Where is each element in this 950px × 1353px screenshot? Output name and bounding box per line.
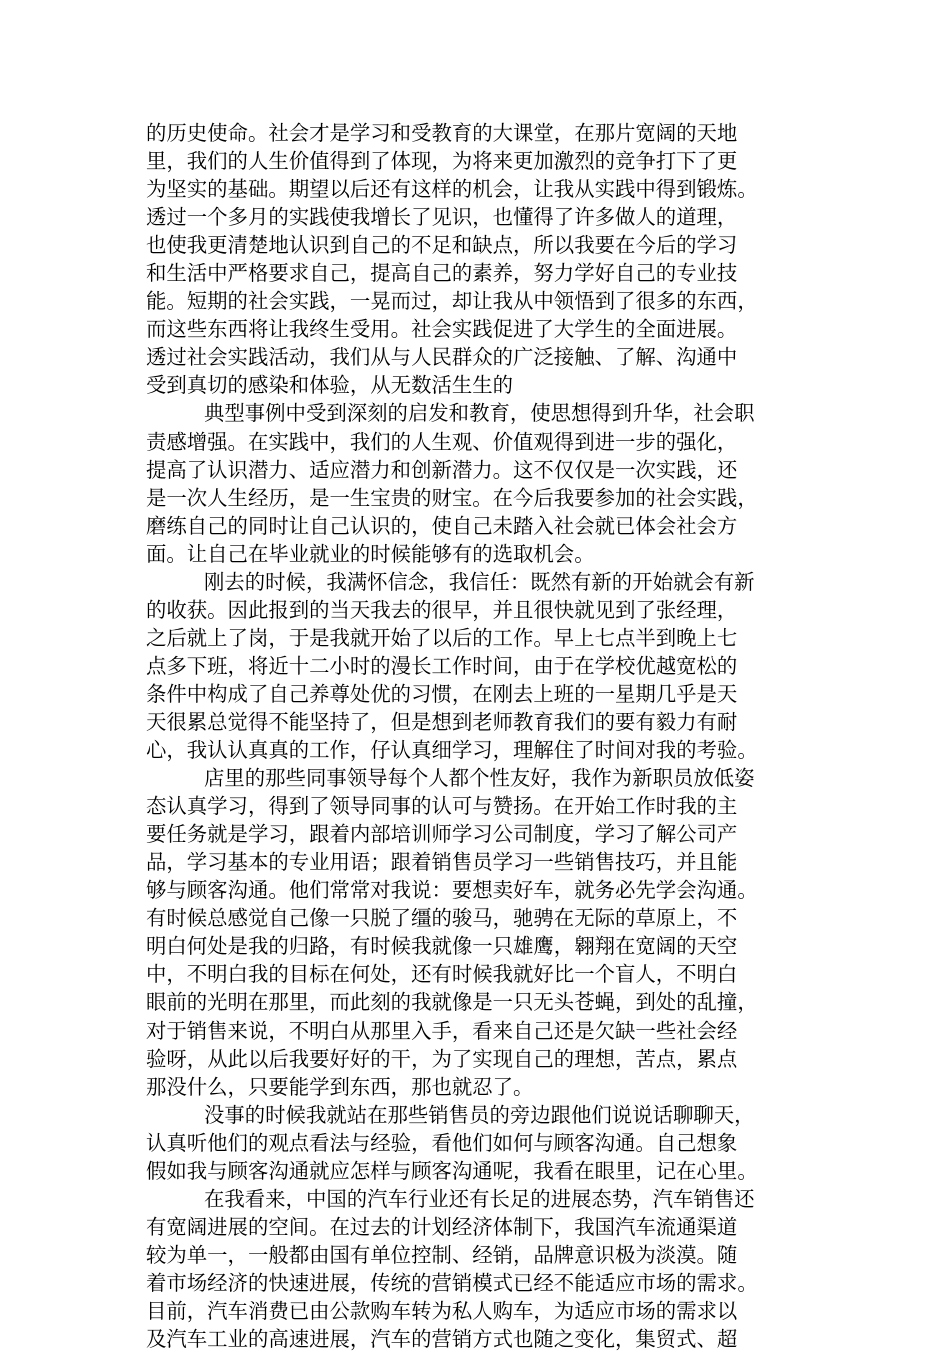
text-line: 受到真切的感染和体验，从无数活生生的 — [146, 373, 514, 398]
text-line: 假如我与顾客沟通就应怎样与顾客沟通呢，我看在眼里，记在心里。 — [146, 1158, 758, 1183]
text-line: 透过一个多月的实践使我增长了见识，也懂得了许多做人的道理， — [146, 205, 738, 230]
text-line: 在我看来，中国的汽车行业还有长足的进展态势，汽车销售还 — [204, 1186, 755, 1211]
text-line: 为坚实的基础。期望以后还有这样的机会，让我从实践中得到锻炼。 — [146, 177, 758, 202]
text-line: 有时候总感觉自己像一只脱了缰的骏马，驰骋在无际的草原上，不 — [146, 906, 738, 931]
text-line: 目前，汽车消费已由公款购车转为私人购车，为适应市场的需求以 — [146, 1298, 738, 1323]
paragraph-3 — [146, 568, 804, 764]
text-line: 天很累总觉得不能坚持了，但是想到老师教育我们的要有毅力有耐 — [146, 709, 738, 734]
text-line: 心，我认认真真的工作，仔认真细学习，理解住了时间对我的考验。 — [146, 738, 758, 763]
text-line: 是一次人生经历，是一生宝贵的财宝。在今后我要参加的社会实践， — [146, 485, 758, 510]
text-line: 和生活中严格要求自己，提高自己的素养，努力学好自己的专业技 — [146, 261, 738, 286]
paragraph-6 — [146, 1185, 804, 1353]
text-line: 的收获。因此报到的当天我去的很早，并且很快就见到了张经理， — [146, 597, 738, 622]
text-line: 品，学习基本的专业用语；跟着销售员学习一些销售技巧，并且能 — [146, 850, 738, 875]
text-line: 的历史使命。社会才是学习和受教育的大课堂，在那片宽阔的天地 — [146, 121, 738, 145]
text-line: 之后就上了岗，于是我就开始了以后的工作。早上七点半到晚上七 — [146, 625, 738, 650]
text-line: 着市场经济的快速进展，传统的营销模式已经不能适应市场的需求。 — [146, 1270, 758, 1295]
document-page — [146, 119, 804, 1353]
paragraph-1 — [146, 119, 804, 399]
text-line: 而这些东西将让我终生受用。社会实践促进了大学生的全面进展。 — [146, 317, 738, 342]
text-line: 眼前的光明在那里，而此刻的我就像是一只无头苍蝇，到处的乱撞， — [146, 990, 758, 1015]
text-line: 中，不明白我的目标在何处，还有时候我就好比一个盲人，不明白 — [146, 962, 738, 987]
paragraph-4 — [146, 764, 804, 1101]
text-line: 明白何处是我的归路，有时候我就像一只雄鹰，翱翔在宽阔的天空 — [146, 934, 738, 959]
text-line: 较为单一，一般都由国有单位控制、经销，品牌意识极为淡漠。随 — [146, 1242, 738, 1267]
text-line: 验呀，从此以后我要好好的干，为了实现自己的理想，苦点，累点 — [146, 1046, 738, 1071]
text-line: 提高了认识潜力、适应潜力和创新潜力。这不仅仅是一次实践，还 — [146, 457, 738, 482]
text-line: 对于销售来说，不明白从那里入手，看来自己还是欠缺一些社会经 — [146, 1018, 738, 1043]
text-line: 透过社会实践活动，我们从与人民群众的广泛接触、了解、沟通中 — [146, 345, 738, 370]
text-line: 面。让自己在毕业就业的时候能够有的选取机会。 — [146, 541, 595, 566]
text-line: 刚去的时候，我满怀信念，我信任：既然有新的开始就会有新 — [204, 569, 755, 594]
text-line: 有宽阔进展的空间。在过去的计划经济体制下，我国汽车流通渠道 — [146, 1214, 738, 1239]
text-line: 及汽车工业的高速进展，汽车的营销方式也随之变化，集贸式、超 — [146, 1327, 738, 1352]
text-line: 店里的那些同事领导每个人都个性友好，我作为新职员放低姿 — [204, 766, 755, 791]
paragraph-5 — [146, 1101, 804, 1185]
text-line: 那没什么，只要能学到东西，那也就忍了。 — [146, 1074, 534, 1099]
text-line: 够与顾客沟通。他们常常对我说：要想卖好车，就务必先学会沟通。 — [146, 878, 758, 903]
text-line: 里，我们的人生价值得到了体现，为将来更加激烈的竞争打下了更 — [146, 149, 738, 174]
text-line: 能。短期的社会实践，一晃而过，却让我从中领悟到了很多的东西， — [146, 289, 758, 314]
text-line: 条件中构成了自己养尊处优的习惯，在刚去上班的一星期几乎是天 — [146, 681, 738, 706]
paragraph-2 — [146, 399, 804, 567]
text-line: 认真听他们的观点看法与经验，看他们如何与顾客沟通。自己想象 — [146, 1130, 738, 1155]
text-line: 没事的时候我就站在那些销售员的旁边跟他们说说话聊聊天， — [204, 1102, 755, 1127]
text-line: 也使我更清楚地认识到自己的不足和缺点，所以我要在今后的学习 — [146, 233, 738, 258]
text-line: 磨练自己的同时让自己认识的，使自己未踏入社会就已体会社会方 — [146, 513, 738, 538]
text-line: 责感增强。在实践中，我们的人生观、价值观得到进一步的强化， — [146, 429, 738, 454]
text-line: 点多下班，将近十二小时的漫长工作时间，由于在学校优越宽松的 — [146, 653, 738, 678]
text-line: 典型事例中受到深刻的启发和教育，使思想得到升华，社会职 — [204, 401, 755, 426]
text-line: 态认真学习，得到了领导同事的认可与赞扬。在开始工作时我的主 — [146, 794, 738, 819]
text-line: 要任务就是学习，跟着内部培训师学习公司制度，学习了解公司产 — [146, 822, 738, 847]
